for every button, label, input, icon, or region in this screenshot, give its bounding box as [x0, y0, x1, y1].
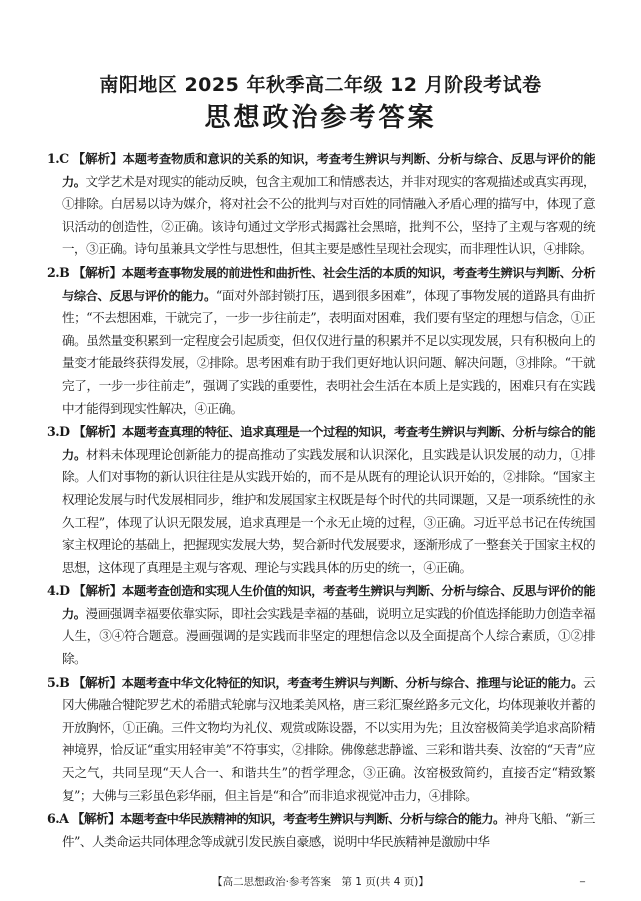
- analysis-lead: 本题考查创造和实现人生价值的知识，考查考生辨识与判断、分析与综合、反思与评价的能力。: [62, 584, 595, 621]
- analysis-body: 材料未体现理论创新能力的提高推动了实践发展和认识深化，且实践是认识发展的动力，①排除。人们对事物的新认识往往是从实践开始的，而不是从既有的理论认识开始的，②排除。“国家主权理论发展与时代发展相同步，维护和发展国家主权既是每个时代的共同课题，又是一项系统性的永久工程”，体现了认识无限发展，追求真理是一个永无止境的过程，③正确。习近平总书记在传统国家主权理论的基础上，把握现实发展大势，契合新时代发展要求，逐渐形成了一整套关于国家主权的思想，这体现了真理是主观与客观、理论与实践具体的历史的统一，④正确。: [62, 446, 596, 575]
- analysis-tag: 【解析】: [72, 151, 123, 166]
- question-number: 1.: [47, 151, 60, 166]
- analysis-lead: 本题考查中华文化特征的知识，考查考生辨识与判断、分析与综合、推理与论证的能力。: [121, 675, 583, 690]
- question-1-explanation: [47, 148, 595, 261]
- analysis-body: 漫画强调幸福要依靠实际，即社会实践是幸福的基础，说明立足实践的价值选择能助力创造幸福人生，③④符合题意。漫画强调的是实践而非坚定的理想信念以及全面提高个人综合素质，①②排除。: [62, 605, 596, 667]
- answer-choice: B: [59, 264, 70, 280]
- page-footer: 【高二思想政治·参考答案 第 1 页(共 4 页)】: [212, 876, 429, 888]
- analysis-lead: 本题考查真理的特征、追求真理是一个过程的知识，考查考生辨识与判断、分析与综合的能力。: [62, 425, 595, 462]
- analysis-tag: 【解析】: [73, 424, 123, 440]
- answer-choice: B: [59, 674, 70, 690]
- analysis-lead: 本题考查中华民族精神的知识，考查考生辨识与判断、分析与综合的能力。: [120, 812, 505, 827]
- question-number: 4.: [47, 583, 60, 599]
- question-number: 5.: [47, 674, 60, 690]
- question-6-explanation: [47, 808, 595, 853]
- exam-title: 南阳地区 2025 年秋季高二年级 12 月阶段考试卷: [99, 74, 542, 96]
- analysis-lead: 本题考查事物发展的前进性和曲折性、社会生活的本质的知识，考查考生辨识与判断、分析与综合、反思与评价的能力。: [62, 265, 595, 303]
- analysis-tag: 【解析】: [72, 264, 122, 280]
- question-number: 3.: [47, 424, 60, 440]
- question-2-explanation: [47, 262, 595, 420]
- analysis-tag: 【解析】: [71, 811, 121, 827]
- question-4-explanation: [47, 580, 595, 670]
- question-number: 2.: [47, 264, 60, 280]
- analysis-tag: 【解析】: [72, 674, 122, 690]
- analysis-lead: 本题考查物质和意识的关系的知识，考查考生辨识与判断、分析与综合、反思与评价的能力。: [62, 152, 595, 189]
- answer-choice: A: [59, 811, 69, 827]
- question-3-explanation: [47, 421, 595, 579]
- answer-choice: D: [59, 424, 70, 440]
- answer-choice: D: [59, 583, 70, 599]
- analysis-body: 云冈大佛融合犍陀罗艺术的希腊式轮廓与汉地柔美风格，唐三彩汇聚丝路多元文化，均体现兼收并蓄的开放胸怀，①正确。三件文物均为礼仪、观赏或陈设器，不以实用为先；且汝窑极简美学追求高阶精神境界，恰反证“重实用轻审美”不符事实，②排除。佛像慈悲静谧、三彩和谐共奏、汝窑的“天青”应天之气，共同呈现“天人合一、和谐共生”的哲学理念，③正确。汝窑极致简约，直接否定“精致繁复”；大佛与三彩虽色彩华丽，但主旨是“和合”而非追求视觉冲击力，④排除。: [62, 674, 595, 803]
- question-number: 6.: [47, 811, 60, 827]
- document-header: [0, 72, 641, 136]
- analysis-tag: 【解析】: [73, 583, 123, 599]
- question-5-explanation: [47, 672, 595, 808]
- answer-choice: C: [59, 151, 69, 166]
- answer-key-title: 思想政治参考答案: [204, 103, 437, 133]
- analysis-body: 文学艺术是对现实的能动反映，包含主观加工和情感表达，并非对现实的客观描述或真实再现，①排除。白居易以诗为媒介，将对社会不公的批判与对百姓的同情融入矛盾心理的描写中，体现了意识活动的创造性，②正确。该诗句通过文学形式揭露社会黑暗，批判不公，坚持了主观与客观的统一，③正确。诗句虽兼具文学性与思想性，但其主要是感性呈现社会现实，而非理性认识，④排除。: [62, 173, 596, 257]
- analysis-body: “面对外部封锁打压，遇到很多困难”，体现了事物发展的道路具有曲折性；“不去想困难，干就完了，一步一步往前走”，表明面对困难，我们要有坚定的理想与信念，①正确。虽然量变积累到一定程度会引起质变，但仅仅进行量的积累并不足以实现发展，只有积极向上的量变才能最终获得发展，②排除。思考困难有助于我们更好地认识问题、解决问题，③排除。“干就完了，一步一步往前走”，强调了实践的重要性，表明社会生活在本质上是实践的，困难只有在实践中才能得到现实性解决，④正确。: [62, 287, 595, 416]
- answer-list: [47, 148, 595, 854]
- analysis-body: 神舟飞船、“新三件”、人类命运共同体理念等成就引发民族自豪感，说明中华民族精神是激励中华: [62, 811, 595, 849]
- corner-mark: _: [580, 872, 585, 883]
